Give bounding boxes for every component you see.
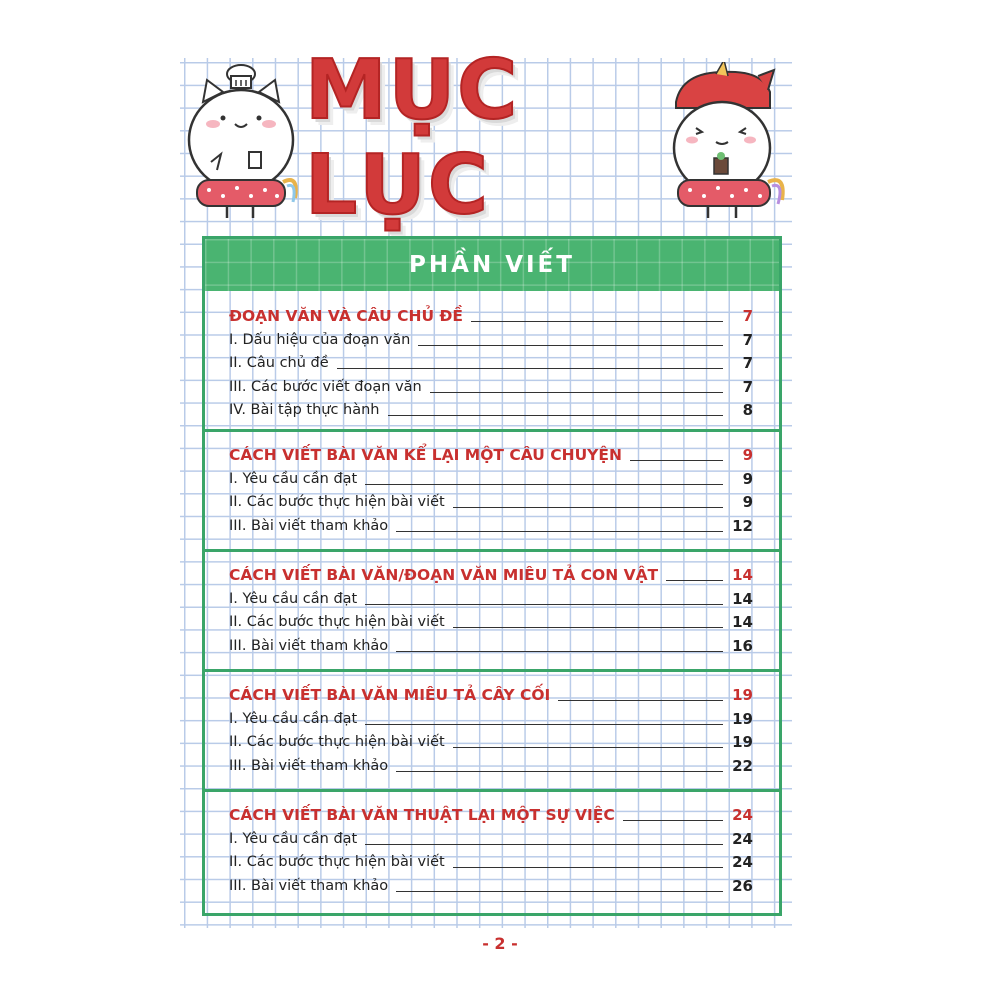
dotted-leader-line [471,321,723,322]
toc-entry-page-number: 7 [742,330,753,349]
toc-section-heading[interactable] [229,682,753,704]
toc-entry-label: II. Các bước thực hiện bài viết [229,494,445,510]
part-header-banner [205,239,779,291]
chef-cat-mascot-illustration [183,62,301,222]
toc-entry[interactable] [229,327,753,349]
dotted-leader-line [365,844,723,845]
toc-section [205,549,779,669]
toc-section [205,669,779,789]
dotted-leader-line [630,460,723,461]
dotted-leader-line [453,747,723,748]
toc-entry-page-number: 14 [732,589,753,608]
toc-entry-label: I. Yêu cầu cần đạt [229,830,358,847]
dotted-leader-line [453,627,723,628]
toc-entry[interactable] [229,513,753,535]
toc-entry[interactable] [229,873,753,895]
toc-entry-label: ĐOẠN VĂN VÀ CÂU CHỦ ĐỀ [229,307,464,325]
toc-entry-page-number: 26 [732,876,753,895]
dotted-leader-line [396,891,723,892]
toc-entry-page-number: 7 [742,307,753,325]
toc-entry[interactable] [229,826,753,848]
toc-entry-label: IV. Bài tập thực hành [229,402,380,418]
toc-entry-page-number: 22 [732,756,753,775]
dotted-leader-line [365,604,723,605]
toc-entry-page-number: 19 [732,709,753,728]
toc-entry-page-number: 24 [732,853,753,871]
toc-section-heading[interactable] [229,303,753,325]
toc-section-heading[interactable] [229,442,753,464]
toc-section-heading[interactable] [229,802,753,824]
toc-entry-page-number: 16 [732,636,753,655]
toc-entry-page-number: 8 [742,401,753,419]
toc-entry[interactable] [229,633,753,655]
toc-entry-page-number: 7 [742,377,753,396]
toc-entry[interactable] [229,729,753,751]
toc-entry-label: II. Các bước thực hiện bài viết [229,854,445,870]
page-title: MỤC LỤC [305,43,520,233]
dotted-leader-line [430,392,723,393]
toc-entry-label: I. Dấu hiệu của đoạn văn [229,331,411,348]
dotted-leader-line [396,531,723,532]
table-of-contents [202,236,782,916]
dotted-leader-line [558,700,723,701]
dotted-leader-line [396,651,723,652]
dotted-leader-line [337,368,723,369]
toc-entry-label: I. Yêu cầu cần đạt [229,590,358,607]
toc-entry-page-number: 12 [732,516,753,535]
toc-section [205,429,779,549]
toc-section [205,291,779,429]
toc-entry-label: CÁCH VIẾT BÀI VĂN/ĐOẠN VĂN MIÊU TẢ CON VẬT [229,566,659,584]
toc-entry-page-number: 7 [742,354,753,372]
toc-entry-label: III. Bài viết tham khảo [229,757,389,774]
toc-entry[interactable] [229,609,753,631]
toc-entry[interactable] [229,466,753,488]
toc-entry[interactable] [229,586,753,608]
toc-entry-page-number: 24 [732,829,753,848]
toc-entry-label: CÁCH VIẾT BÀI VĂN THUẬT LẠI MỘT SỰ VIỆC [229,806,615,824]
toc-entry[interactable] [229,350,753,372]
toc-entry-label: II. Các bước thực hiện bài viết [229,614,445,630]
toc-entry-label: III. Bài viết tham khảo [229,637,389,654]
toc-entry-page-number: 19 [732,686,753,704]
dotted-leader-line [396,771,723,772]
toc-entry-page-number: 14 [732,566,753,584]
toc-entry-page-number: 9 [742,493,753,511]
toc-section-heading[interactable] [229,562,753,584]
toc-entry-label: III. Các bước viết đoạn văn [229,378,422,395]
dotted-leader-line [365,724,723,725]
toc-entry-page-number: 19 [732,733,753,751]
toc-entry-page-number: 24 [732,806,753,824]
toc-entry-label: II. Câu chủ đề [229,355,329,371]
toc-entry[interactable] [229,374,753,396]
dotted-leader-line [623,820,723,821]
dotted-leader-line [666,580,723,581]
toc-entry-label: CÁCH VIẾT BÀI VĂN MIÊU TẢ CÂY CỐI [229,686,551,704]
toc-entry[interactable] [229,753,753,775]
toc-section [205,789,779,914]
dotted-leader-line [388,415,723,416]
toc-entry-label: III. Bài viết tham khảo [229,517,389,534]
part-header-label: PHẦN VIẾT [409,252,575,278]
toc-entry-label: II. Các bước thực hiện bài viết [229,734,445,750]
toc-entry-page-number: 9 [742,469,753,488]
toc-entry[interactable] [229,849,753,871]
toc-entry-page-number: 9 [742,446,753,464]
toc-entry-page-number: 14 [732,613,753,631]
toc-entry[interactable] [229,489,753,511]
toc-entry-label: III. Bài viết tham khảo [229,877,389,894]
cap-cat-mascot-illustration [662,62,788,222]
toc-entry-label: CÁCH VIẾT BÀI VĂN KỂ LẠI MỘT CÂU CHUYỆN [229,446,622,464]
toc-entry-label: I. Yêu cầu cần đạt [229,710,358,727]
toc-entry-label: I. Yêu cầu cần đạt [229,470,358,487]
toc-entry[interactable] [229,706,753,728]
toc-entry[interactable] [229,397,753,419]
dotted-leader-line [418,345,723,346]
page-number: - 2 - [482,934,518,953]
dotted-leader-line [365,484,723,485]
dotted-leader-line [453,867,723,868]
dotted-leader-line [453,507,723,508]
